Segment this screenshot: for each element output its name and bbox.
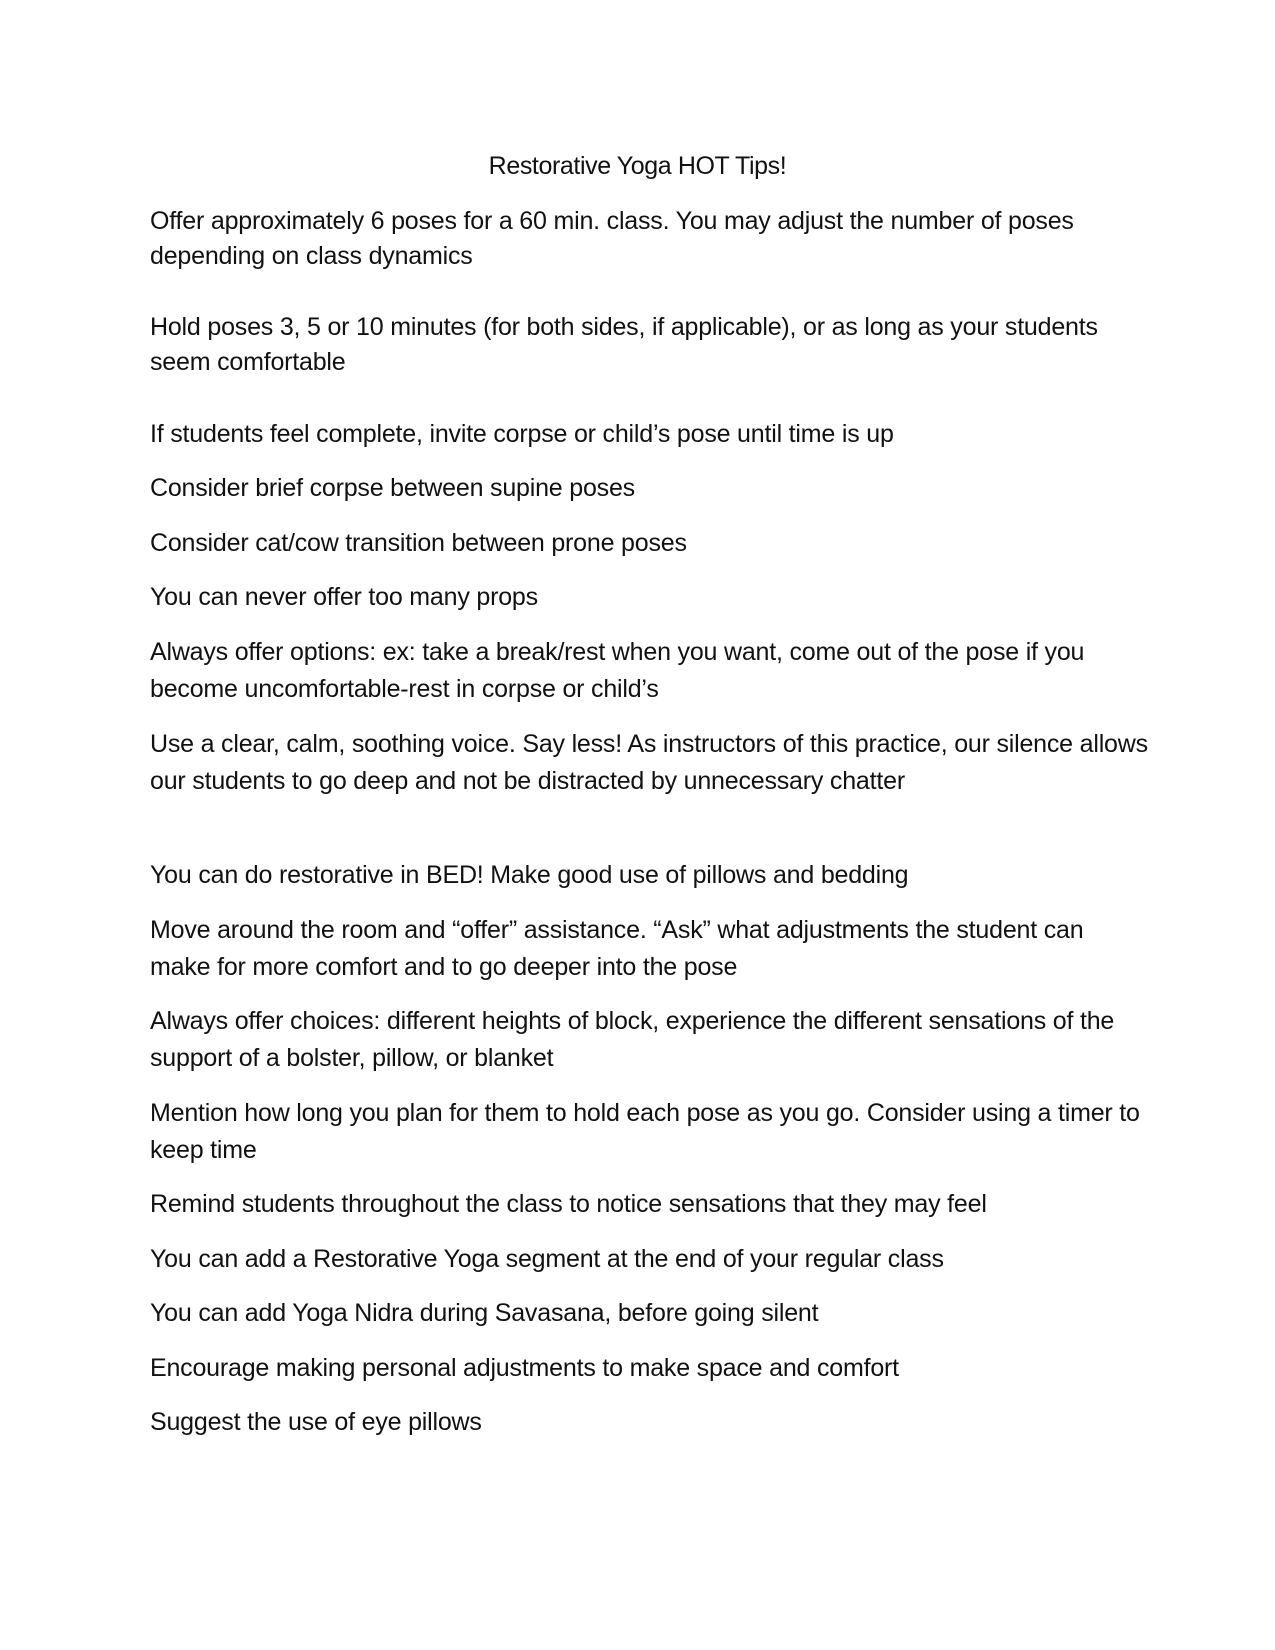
tip-eye-pillows: Suggest the use of eye pillows [150, 1408, 482, 1436]
tip-hold-duration: Hold poses 3, 5 or 10 minutes (for both sides, if applicable), or as long as your students seem comfortable [150, 313, 1098, 376]
tip-supine-corpse: Consider brief corpse between supine poses [150, 474, 635, 502]
tip-options: Always offer options: ex: take a break/rest when you want, come out of the pose if you become uncomfortable-rest in corpse or child’s [150, 638, 1085, 703]
tip-prone-transition: Consider cat/cow transition between prone poses [150, 529, 687, 557]
tip-voice: Use a clear, calm, soothing voice. Say less! As instructors of this practice, our silence allows our students to go deep and not be distracted by unnecessary chatter [150, 730, 1148, 795]
tip-adjustments: Encourage making personal adjustments to make space and comfort [150, 1354, 899, 1382]
tip-yoga-nidra: You can add Yoga Nidra during Savasana, before going silent [150, 1299, 819, 1327]
tip-bed: You can do restorative in BED! Make good use of pillows and bedding [150, 861, 909, 889]
tip-props: You can never offer too many props [150, 583, 538, 611]
tip-choices: Always offer choices: different heights of block, experience the different sensations of the support of a bolster, pillow, or blanket [150, 1007, 1115, 1072]
tip-complete-rest: If students feel complete, invite corpse or child’s pose until time is up [150, 420, 894, 448]
tip-timing: Mention how long you plan for them to hold each pose as you go. Consider using a timer to keep time [150, 1099, 1140, 1164]
tip-sensations: Remind students throughout the class to notice sensations that they may feel [150, 1190, 987, 1218]
tip-assistance: Move around the room and “offer” assistance. “Ask” what adjustments the student can make for more comfort and to go deeper into the pose [150, 916, 1084, 981]
page-title: Restorative Yoga HOT Tips! [488, 152, 787, 180]
tip-poses-per-class: Offer approximately 6 poses for a 60 min. class. You may adjust the number of poses depending on class dynamics [150, 207, 1074, 270]
tip-segment: You can add a Restorative Yoga segment at the end of your regular class [150, 1245, 944, 1273]
